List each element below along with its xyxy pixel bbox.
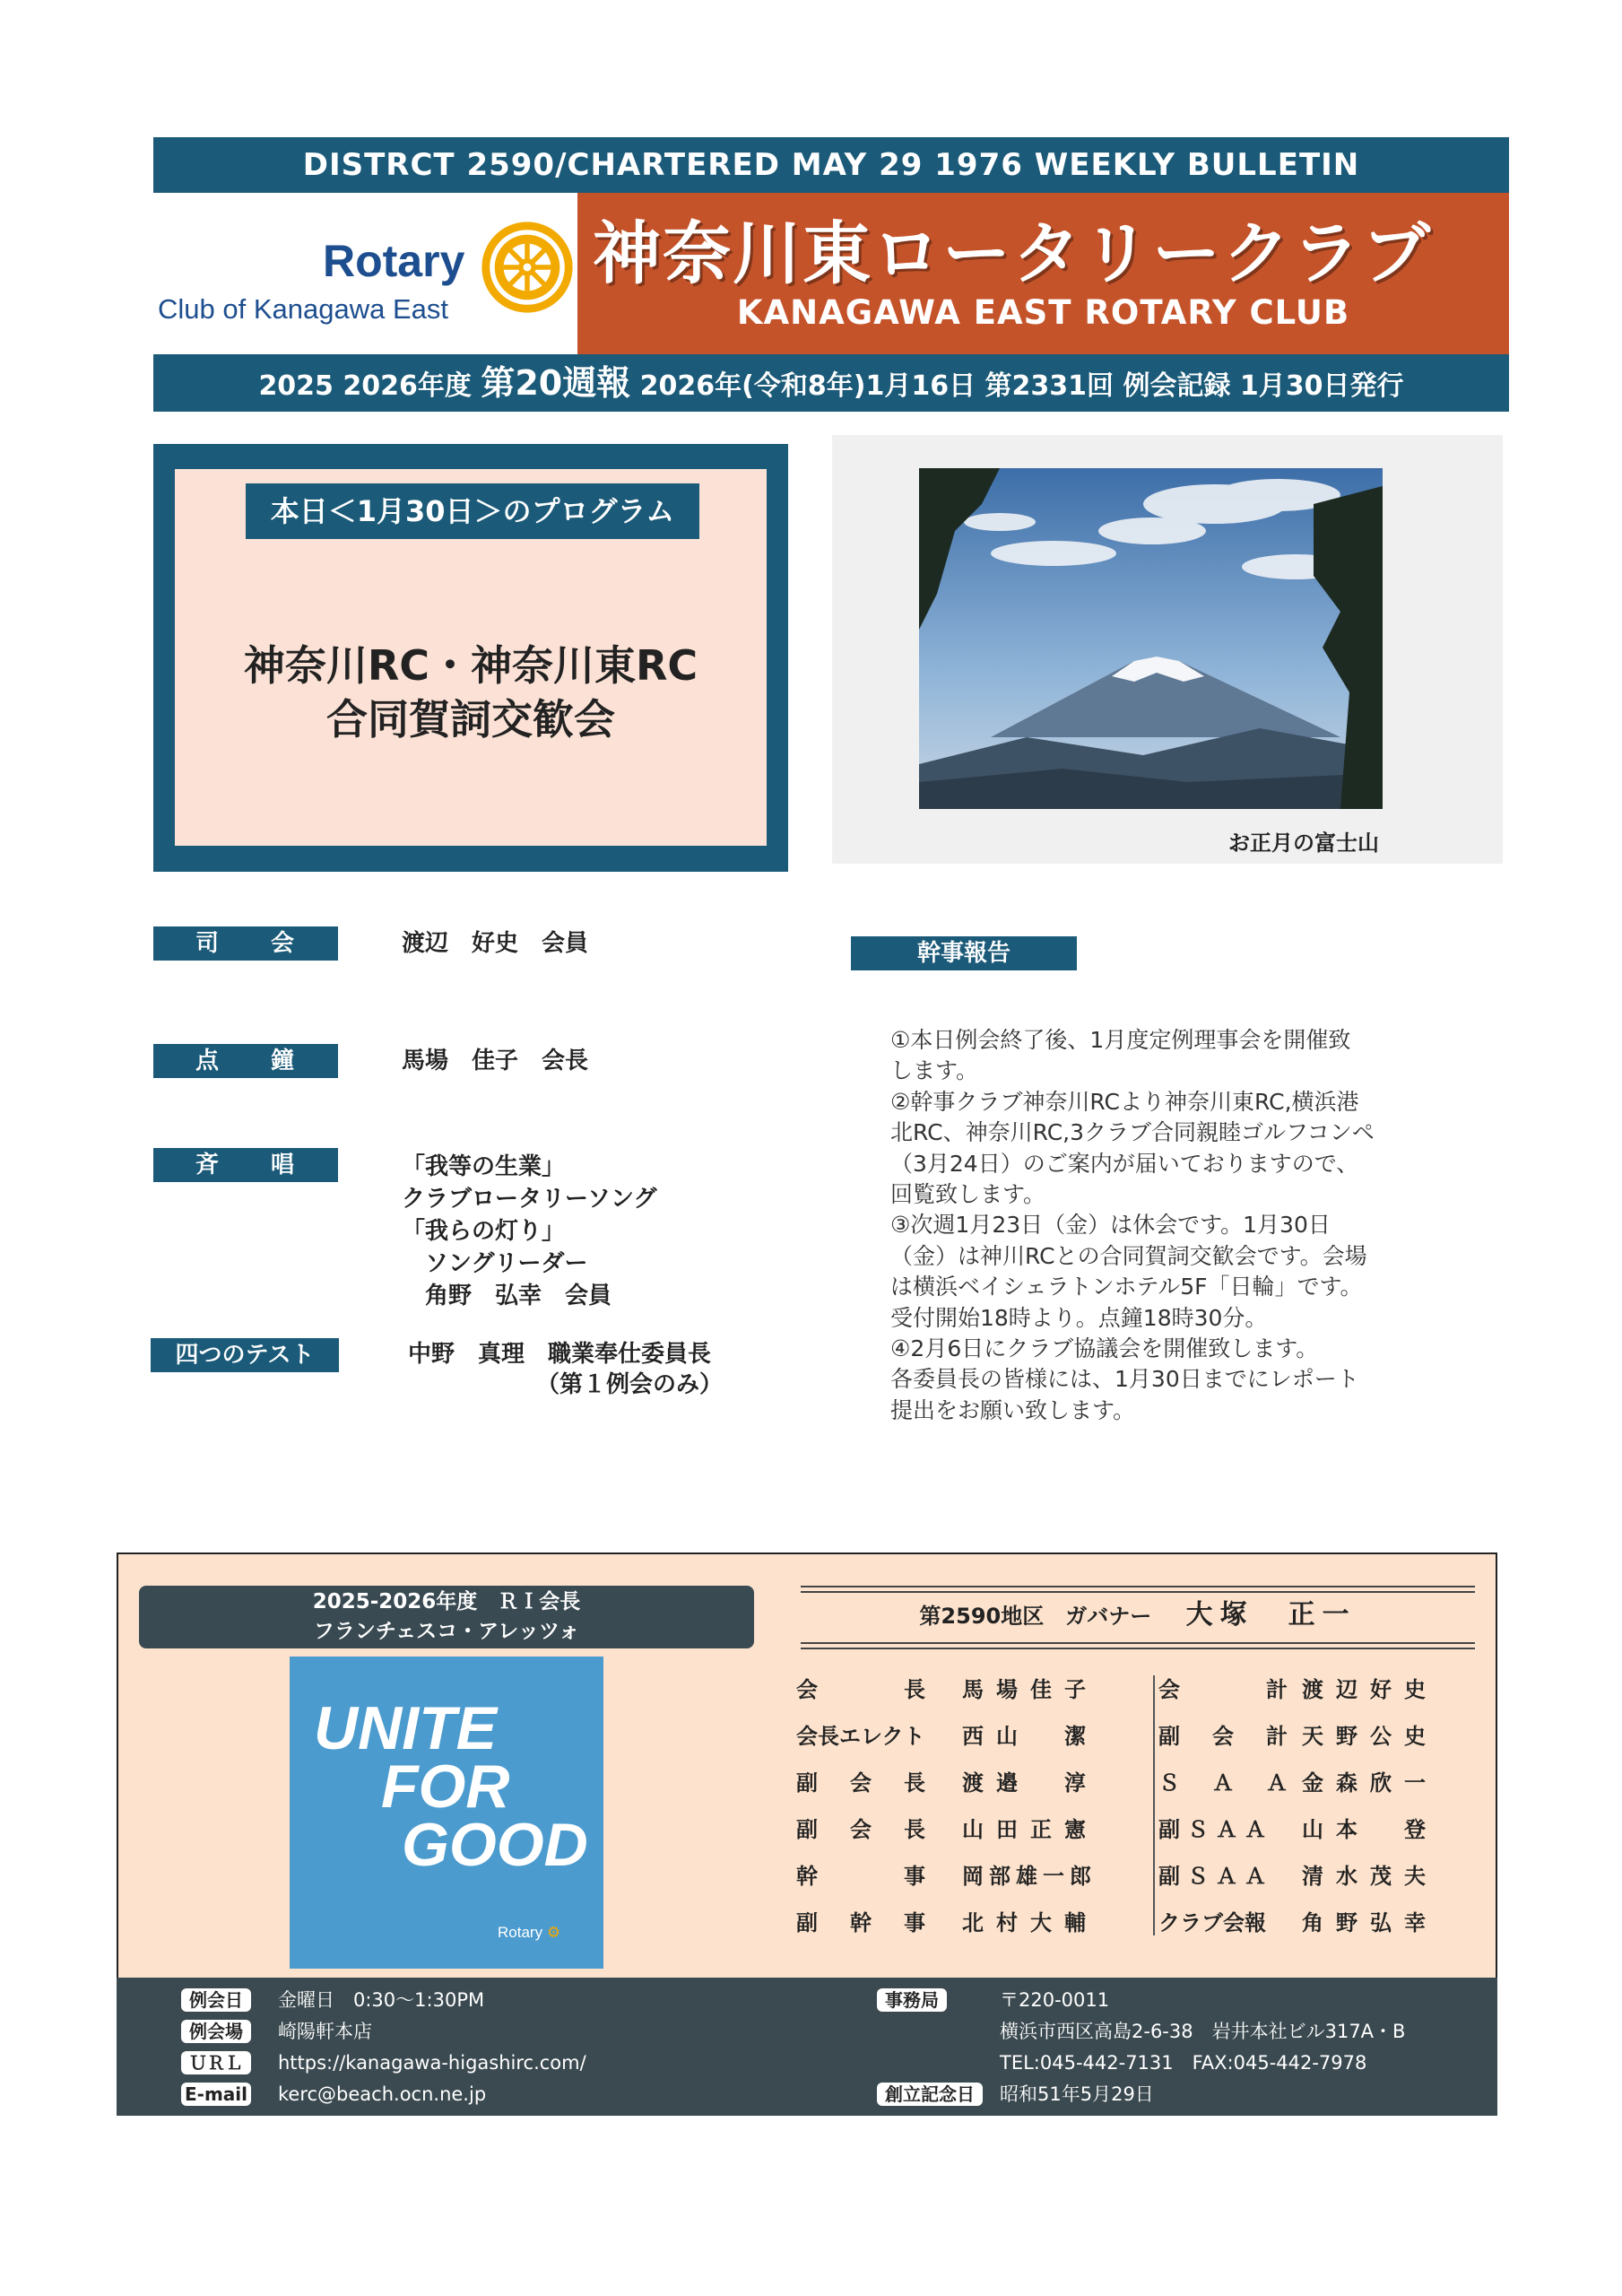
role-text-four-way-test: 中野 真理 職業奉仕委員長 （第１例会のみ） xyxy=(408,1341,724,1398)
report-line: ②幹事クラブ神奈川RCより神奈川東RC,横浜港 xyxy=(890,1088,1359,1115)
role-label-bell: 点 鐘 xyxy=(153,1044,338,1078)
office-tag: 事務局 xyxy=(877,1988,947,2012)
governor-label: 第2590地区 ガバナー xyxy=(919,1604,1152,1629)
officers-divider xyxy=(1153,1675,1155,1935)
report-line: 提出をお願い致します。 xyxy=(890,1396,1136,1423)
theme-word: UNITE xyxy=(314,1694,497,1762)
office-tel-fax: TEL:045-442-7131 FAX:045-442-7978 xyxy=(1000,2052,1367,2074)
report-line: 受付開始18時より。点鐘18時30分。 xyxy=(890,1304,1268,1331)
ri-president-name: フランチェスコ・アレッツォ xyxy=(313,1620,580,1643)
program-line-2: 合同賀詞交歓会 xyxy=(326,695,615,744)
officer-name: 天野公史 xyxy=(1302,1724,1438,1749)
report-line: 回覧致します。 xyxy=(890,1181,1046,1208)
secretary-report-label: 幹事報告 xyxy=(851,936,1077,970)
role-label-four-way-test: 四つのテスト xyxy=(151,1338,339,1372)
report-line: ①本日例会終了後、1月度定例理事会を開催致 xyxy=(890,1027,1351,1053)
officer-role: 副 会 計 xyxy=(1158,1724,1293,1749)
email-address[interactable]: kerc@beach.ocn.ne.jp xyxy=(278,2083,487,2105)
officer-role: 会 長 xyxy=(796,1677,931,1702)
venue: 崎陽軒本店 xyxy=(278,2021,372,2042)
founded-date: 昭和51年5月29日 xyxy=(1000,2083,1154,2105)
secretary-report xyxy=(890,1025,1464,1426)
meeting-day-tag: 例会日 xyxy=(181,1988,251,2012)
officer-name: 北村大輔 xyxy=(962,1910,1098,1935)
issue-year: 2025 2026年度 xyxy=(258,370,472,402)
email-tag: E-mail xyxy=(181,2083,251,2106)
report-line: 各委員長の皆様には、1月30日までにレポート xyxy=(890,1366,1359,1393)
founded-tag: 創立記念日 xyxy=(877,2083,983,2106)
office-address: 横浜市西区高島2-6-38 岩井本社ビル317A・B xyxy=(1000,2021,1406,2042)
ri-president-box xyxy=(139,1586,754,1648)
officer-name: 山本 登 xyxy=(1302,1817,1438,1842)
issue-bar xyxy=(153,354,1509,412)
officer-name: 金森欣一 xyxy=(1302,1770,1438,1796)
role-text-bell: 馬場 佳子 会長 xyxy=(402,1048,589,1074)
report-line: ③次週1月23日（金）は休会です。1月30日 xyxy=(890,1212,1331,1239)
officer-role: Ｓ Ａ Ａ xyxy=(1158,1770,1293,1796)
officer-role: 副ＳＡＡ xyxy=(1158,1817,1273,1842)
program-line-1: 神奈川RC・神奈川東RC xyxy=(243,641,698,690)
governor xyxy=(801,1595,1475,1637)
role-text-singing: 「我等の生業」 クラブロータリーソング 「我らの灯り」 ソングリーダー 角野 弘幸 会員 xyxy=(402,1153,657,1309)
officer-role: 副 会 長 xyxy=(796,1817,931,1842)
office-postal: 〒220-0011 xyxy=(1000,1989,1110,2011)
report-line: （金）は神川RCとの合同賀詞交歓会です。会場 xyxy=(890,1242,1367,1269)
website-url[interactable]: https://kanagawa-higashirc.com/ xyxy=(278,2052,586,2074)
governor-rule-bottom xyxy=(801,1642,1475,1649)
unite-rotary-word: Rotary xyxy=(498,1924,543,1941)
ri-president-title: 2025-2026年度 ＲＩ会長 xyxy=(312,1590,581,1613)
officer-role: 副 会 長 xyxy=(796,1770,931,1796)
officer-role: 会 計 xyxy=(1158,1677,1293,1702)
program-label: 本日＜1月30日＞のプログラム xyxy=(246,483,699,539)
officer-role: 副ＳＡＡ xyxy=(1158,1864,1273,1889)
officer-name: 渡邉 淳 xyxy=(962,1770,1098,1796)
venue-tag: 例会場 xyxy=(181,2020,251,2043)
officer-name: 角野弘幸 xyxy=(1302,1910,1438,1935)
theme-word: FOR xyxy=(381,1752,510,1821)
officer-name: 山田正憲 xyxy=(962,1817,1098,1842)
officer-role: 幹 事 xyxy=(796,1864,931,1889)
report-line: は横浜ベイシェラトンホテル5F「日輪」です。 xyxy=(890,1274,1363,1300)
report-line: 北RC、神奈川RC,3クラブ合同親睦ゴルフコンペ xyxy=(890,1119,1375,1146)
officer-name: 清水茂夫 xyxy=(1302,1864,1438,1889)
officer-role: 会長エレクト xyxy=(796,1724,925,1749)
role-label-mc: 司 会 xyxy=(153,926,338,961)
header-top-bar: DISTRCT 2590/CHARTERED MAY 29 1976 WEEKLY BULLETIN xyxy=(153,137,1509,193)
rotary-wheel-icon xyxy=(478,218,577,317)
photo-caption: お正月の富士山 xyxy=(1228,831,1379,856)
report-line: ④2月6日にクラブ協議会を開催致します。 xyxy=(890,1335,1319,1362)
rotary-logo-word: Rotary xyxy=(323,236,465,286)
governor-name: 大塚 正一 xyxy=(1185,1599,1357,1631)
meeting-day: 金曜日 0:30～1:30PM xyxy=(278,1989,485,2011)
program-title xyxy=(175,639,767,746)
officer-name: 岡部雄一郎 xyxy=(962,1864,1097,1889)
small-wheel-icon: ⚙ xyxy=(546,1924,561,1941)
club-title-jp: 神奈川東ロータリークラブ xyxy=(593,213,1432,293)
report-line: （3月24日）のご案内が届いておりますので、 xyxy=(890,1150,1359,1177)
unite-rotary-mark xyxy=(498,1924,560,1942)
club-title-en: KANAGAWA EAST ROTARY CLUB xyxy=(736,293,1350,332)
officer-role: 副 幹 事 xyxy=(796,1910,931,1935)
issue-detail: 2026年(令和8年)1月16日 第2331回 例会記録 1月30日発行 xyxy=(639,370,1404,402)
theme-word: GOOD xyxy=(402,1811,588,1879)
unite-for-good-theme xyxy=(314,1694,588,1879)
role-text-mc: 渡辺 好史 会員 xyxy=(402,930,589,957)
officer-name: 渡辺好史 xyxy=(1302,1677,1438,1702)
officer-role: クラブ会報 xyxy=(1158,1910,1266,1935)
mount-fuji-photo xyxy=(919,468,1383,809)
report-line: します。 xyxy=(890,1057,979,1084)
officer-name: 西山 潔 xyxy=(962,1724,1098,1749)
officer-name: 馬場佳子 xyxy=(962,1677,1098,1702)
logo-subtitle: Club of Kanagawa East xyxy=(158,293,448,325)
issue-number: 第20週報 xyxy=(481,363,631,403)
role-label-singing: 斉 唱 xyxy=(153,1148,338,1182)
governor-rule-top xyxy=(801,1586,1475,1593)
url-tag: ＵＲＬ xyxy=(181,2051,251,2074)
